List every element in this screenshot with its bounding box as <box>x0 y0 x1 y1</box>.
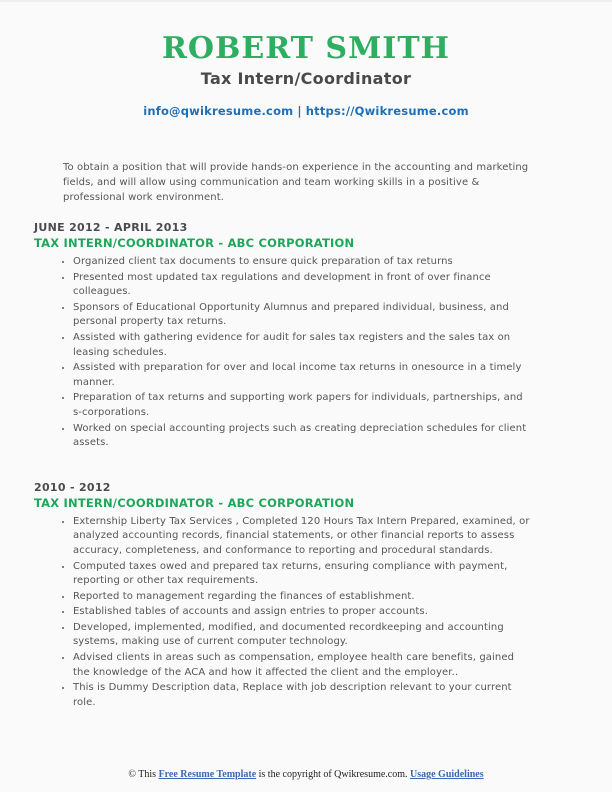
contact-website-link[interactable]: https://Qwikresume.com <box>305 104 469 118</box>
bullet-item: • Presented most updated tax regulations and development in front of over finance colleagues. <box>73 271 531 300</box>
bullet-item: • Organized client tax documents to ensure quick preparation of tax returns <box>73 255 531 270</box>
job-bullet-list <box>34 255 572 451</box>
job-heading: TAX INTERN/COORDINATOR - ABC CORPORATION <box>34 495 355 510</box>
free-resume-template-link[interactable]: Free Resume Template <box>158 769 257 780</box>
bullet-item: • Developed, implemented, modified, and documented recordkeeping and accounting systems, making use of current computer technology. <box>73 621 531 650</box>
usage-guidelines-link[interactable]: Usage Guidelines <box>410 769 484 780</box>
bullet-item: • Worked on special accounting projects such as creating depreciation schedules for client assets. <box>73 422 531 451</box>
job-heading: TAX INTERN/COORDINATOR - ABC CORPORATION <box>34 236 355 250</box>
footer-text-middle: is the copyright of Qwikresume.com. <box>256 769 410 780</box>
page-footer <box>0 769 612 780</box>
bullet-item: • Preparation of tax returns and supporting work papers for individuals, partnerships, and s-corporations. <box>73 391 531 420</box>
footer-text-prefix: © This <box>128 769 159 780</box>
bullet-item: • Established tables of accounts and assign entries to proper accounts. <box>73 605 531 620</box>
bullet-item: • Assisted with gathering evidence for audit for sales tax registers and the sales tax on leasing schedules. <box>73 331 531 360</box>
bullet-item: • This is Dummy Description data, Replace with job description relevant to your current role. <box>73 681 531 710</box>
contact-line <box>0 104 612 118</box>
objective-text: To obtain a position that will provide hands-on experience in the accounting and marketing fields, and will allow using communication and team working skills in a positive & professional work environment. <box>63 162 529 203</box>
candidate-title: Tax Intern/Coordinator <box>200 69 412 88</box>
bullet-item: • Advised clients in areas such as compensation, employee health care benefits, gained the knowledge of the ACA and how it affected the client and the employer.. <box>73 651 531 680</box>
job-dates: JUNE 2012 - APRIL 2013 <box>34 221 188 234</box>
candidate-name: ROBERT SMITH <box>161 31 451 66</box>
objective-section <box>63 160 612 205</box>
job-bullet-list <box>34 515 572 711</box>
bullet-item: • Assisted with preparation for over and local income tax returns in onesource in a timely manner. <box>73 361 531 390</box>
bullet-item: • Sponsors of Educational Opportunity Alumnus and prepared individual, business, and personal property tax returns. <box>73 301 531 330</box>
bullet-item: • Externship Liberty Tax Services , Completed 120 Hours Tax Intern Prepared, examined, or analyzed accounting records, financial statements, or other financial reports to assess accuracy, completeness, and conformance to reporting and procedural standards. <box>73 515 531 559</box>
contact-separator: | <box>297 104 302 118</box>
experience-entry-2 <box>34 480 572 711</box>
bullet-item: • Reported to management regarding the finances of establishment. <box>73 590 531 605</box>
job-dates: 2010 - 2012 <box>34 480 111 494</box>
contact-email-link[interactable]: info@qwikresume.com <box>143 104 294 118</box>
resume-header <box>0 2 612 118</box>
experience-entry-1 <box>34 220 572 451</box>
bullet-item: • Computed taxes owed and prepared tax returns, ensuring compliance with payment, reporting or other tax requirements. <box>73 560 531 589</box>
